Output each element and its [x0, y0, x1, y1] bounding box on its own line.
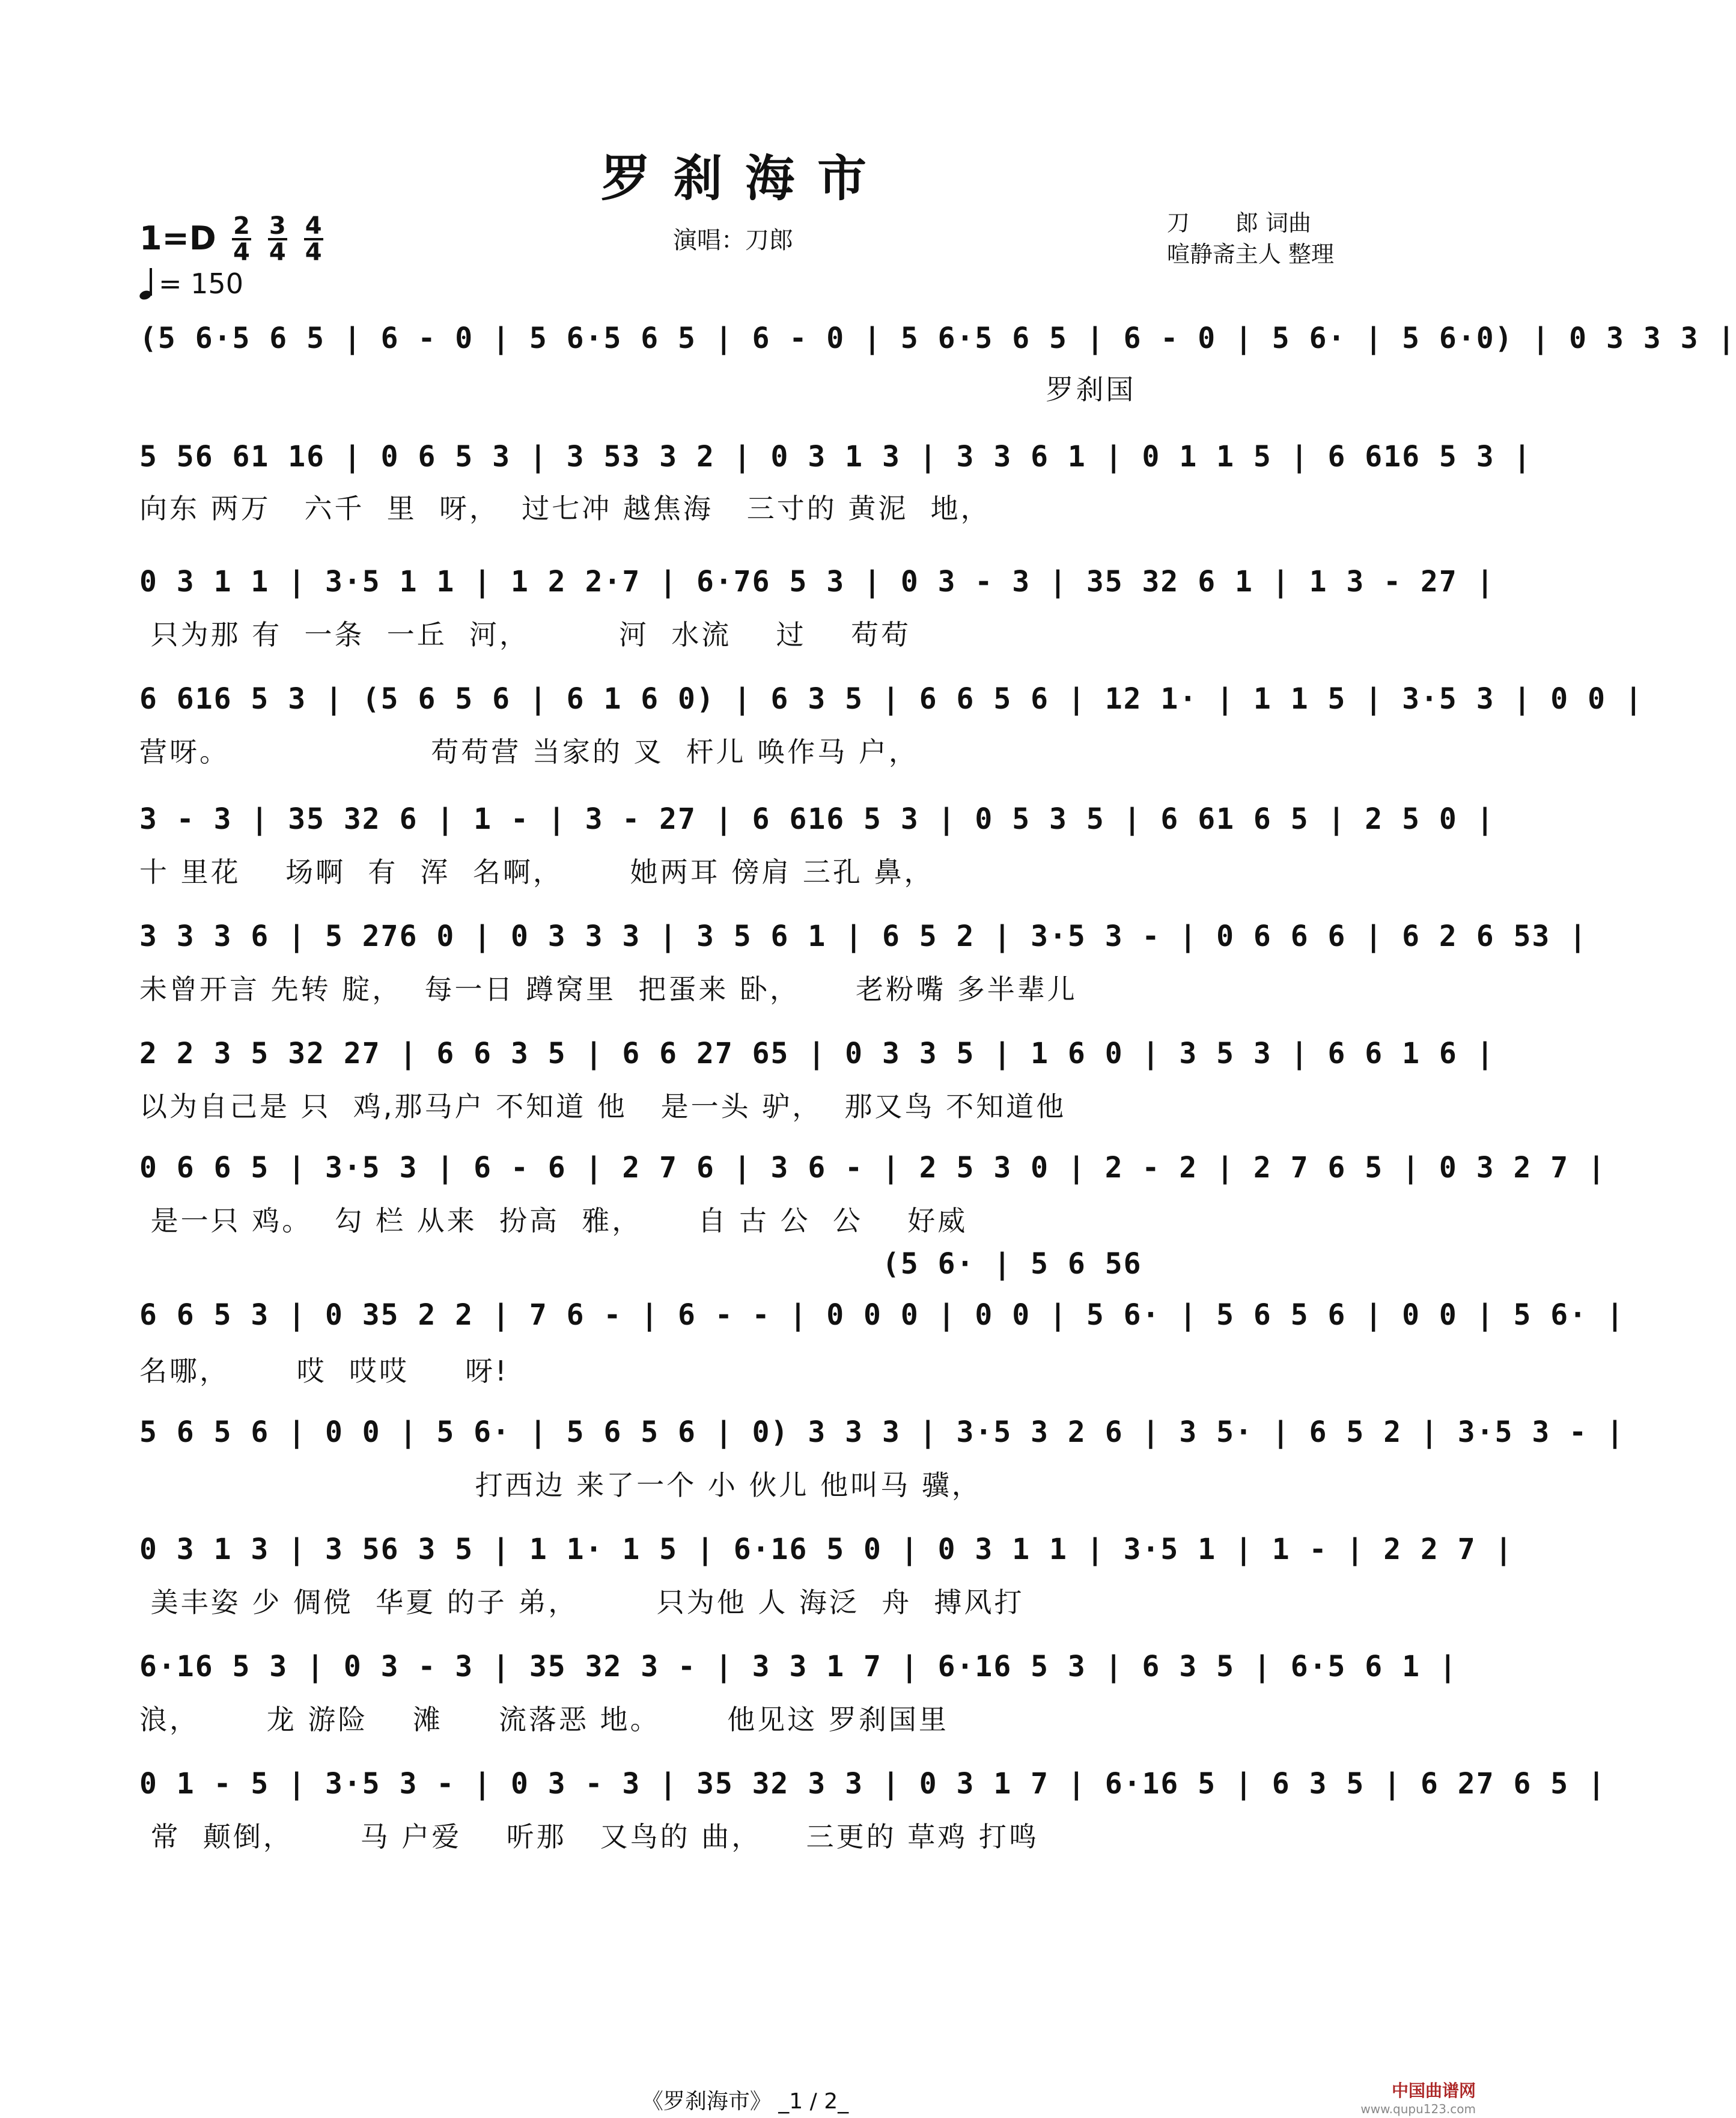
notation-line: 5 6 5 6 | 0 0 | 5 6· | 5 6 5 6 | 0) 3 3 3 | 3·5 3 2 6 | 3 5· | 6 5 2 | 3·5 3 - |	[139, 1415, 1625, 1449]
lyric-line: 美丰姿 少 倜傥 华夏 的子 弟， 只为他 人 海泛 舟 搏风打	[139, 1586, 1025, 1619]
time-signature-2-4	[232, 214, 251, 264]
lyric-line: 以为自己是 只 鸡,那马户 不知道 他 是一头 驴， 那又鸟 不知道他	[139, 1090, 1067, 1123]
time-signature-3-4	[268, 214, 287, 264]
key-signature: 1=D	[139, 219, 216, 257]
page-footer: 《罗刹海市》 _1 / 2_	[641, 2089, 849, 2114]
notation-line: 6 616 5 3 | (5 6 5 6 | 6 1 6 0) | 6 3 5 | 6 6 5 6 | 12 1· | 1 1 5 | 3·5 3 | 0 0 |	[139, 682, 1643, 716]
watermark-site: www.qupu123.com	[1360, 2102, 1476, 2116]
meter-numerator: 4	[305, 212, 322, 240]
lyric-line: 名哪， 哎 哎哎 呀!	[139, 1355, 509, 1387]
notation-line: 0 3 1 3 | 3 56 3 5 | 1 1· 1 5 | 6·16 5 0 | 0 3 1 1 | 3·5 1 | 1 - | 2 2 7 |	[139, 1533, 1514, 1566]
lyric-line: 未曾开言 先转 腚， 每一日 蹲窝里 把蛋来 卧， 老粉嘴 多半辈儿	[139, 973, 1077, 1006]
meter-denominator: 4	[233, 239, 250, 266]
notation-line: 3 - 3 | 35 32 6 | 1 - | 3 - 27 | 6 616 5 3 | 0 5 3 5 | 6 61 6 5 | 2 5 0 |	[139, 802, 1495, 836]
meter-denominator: 4	[269, 239, 286, 266]
lyric-line: 向东 两万 六千 里 呀， 过七冲 越焦海 三寸的 黄泥 地，	[139, 492, 991, 525]
lyric-line: 打西边 来了一个 小 伙儿 他叫马 骥，	[139, 1469, 982, 1501]
notation-line: 0 3 1 1 | 3·5 1 1 | 1 2 2·7 | 6·76 5 3 | 0 3 - 3 | 35 32 6 1 | 1 3 - 27 |	[139, 565, 1495, 599]
notation-line: 2 2 3 5 32 27 | 6 6 3 5 | 6 6 27 65 | 0 3 3 5 | 1 6 0 | 3 5 3 | 6 6 1 6 |	[139, 1037, 1495, 1070]
notation-line: (5 6·5 6 5 | 6 - 0 | 5 6·5 6 5 | 6 - 0 | 5 6·5 6 5 | 6 - 0 | 5 6· | 5 6·0) | 0 3 3 3 |	[139, 322, 1736, 355]
notation-line: 6·16 5 3 | 0 3 - 3 | 35 32 3 - | 3 3 1 7 | 6·16 5 3 | 6 3 5 | 6·5 6 1 |	[139, 1650, 1458, 1683]
notation-line-upper: (5 6· | 5 6 56	[139, 1247, 1142, 1281]
lyric-line: 罗刹国	[139, 373, 1136, 406]
time-signatures	[232, 214, 323, 264]
notation-line: 0 6 6 5 | 3·5 3 | 6 - 6 | 2 7 6 | 3 6 - | 2 5 3 0 | 2 - 2 | 2 7 6 5 | 0 3 2 7 |	[139, 1151, 1606, 1185]
arranger-credit: 喧静斋主人 整理	[1166, 241, 1334, 267]
credits	[1167, 207, 1334, 270]
tempo-marking	[139, 267, 243, 300]
site-watermark	[1360, 2082, 1476, 2118]
lyric-line: 营呀。 苟苟营 当家的 叉 杆儿 唤作马 户，	[139, 736, 919, 768]
lyric-line: 浪， 龙 游险 滩 流落恶 地。 他见这 罗刹国里	[139, 1703, 949, 1736]
lyric-line: 是一只 鸡。 勾 栏 从来 扮高 雅， 自 古 公 公 好威	[139, 1204, 968, 1237]
lyric-line: 只为那 有 一条 一丘 河， 河 水流 过 苟苟	[139, 618, 912, 651]
lyric-line: 十 里花 场啊 有 浑 名啊， 她两耳 傍肩 三孔 鼻，	[139, 856, 934, 888]
time-signature-4-4	[304, 214, 323, 264]
watermark-brand: 中国曲谱网	[1391, 2081, 1476, 2101]
notation-line: 3 3 3 6 | 5 276 0 | 0 3 3 3 | 3 5 6 1 | 6 5 2 | 3·5 3 - | 0 6 6 6 | 6 2 6 53 |	[139, 920, 1588, 953]
quarter-note-icon	[139, 268, 155, 299]
notation-line: 5 56 61 16 | 0 6 5 3 | 3 53 3 2 | 0 3 1 3 | 3 3 6 1 | 0 1 1 5 | 6 616 5 3 |	[139, 440, 1532, 474]
notation-line: 6 6 5 3 | 0 35 2 2 | 7 6 - | 6 - - | 0 0 0 | 0 0 | 5 6· | 5 6 5 6 | 0 0 | 5 6· |	[139, 1298, 1625, 1332]
tempo-value: = 150	[159, 267, 243, 300]
notation-line: 0 1 - 5 | 3·5 3 - | 0 3 - 3 | 35 32 3 3 | 0 3 1 7 | 6·16 5 | 6 3 5 | 6 27 6 5 |	[139, 1767, 1606, 1801]
meter-numerator: 2	[233, 212, 250, 240]
lyricist-credit: 刀 郎 词曲	[1166, 210, 1311, 236]
meter-numerator: 3	[269, 212, 286, 240]
lyric-line: 常 颠倒， 马 户爱 听那 又鸟的 曲， 三更的 草鸡 打鸣	[139, 1820, 1039, 1853]
singer-credit: 演唱：刀郎	[673, 227, 793, 254]
meter-denominator: 4	[305, 239, 322, 266]
score-title: 罗刹海市	[600, 150, 889, 207]
